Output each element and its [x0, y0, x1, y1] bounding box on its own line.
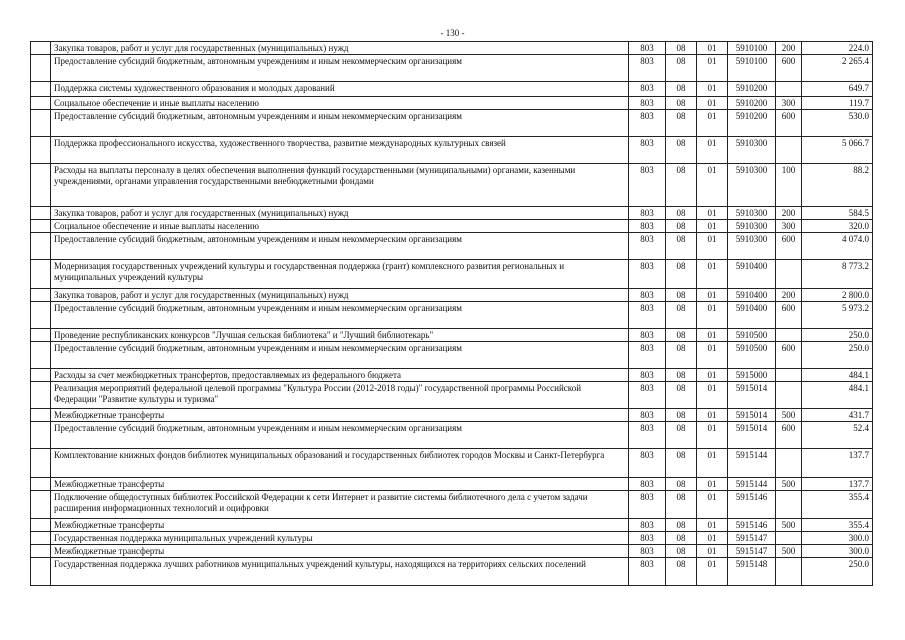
expense-name-cell: Закупка товаров, работ и услуг для государственных (муниципальных) нужд: [51, 289, 629, 302]
amount-cell: 320.0: [802, 220, 873, 233]
amount-cell: 137.7: [802, 449, 873, 478]
expense-type-cell: 600: [776, 422, 802, 449]
empty-cell: [31, 329, 51, 342]
section-code-cell: 08: [666, 369, 697, 382]
expense-name-cell: Государственная поддержка лучших работников муниципальных учреждений культуры, находящихся на территориях сельских поселений: [51, 558, 629, 586]
table-row: [31, 532, 873, 545]
amount-cell: 649.7: [802, 82, 873, 97]
subsection-code-cell: 01: [697, 491, 728, 519]
budget-table: [30, 41, 873, 586]
target-code-cell: 5910200: [728, 97, 776, 110]
empty-cell: [31, 558, 51, 586]
empty-cell: [31, 302, 51, 329]
ministry-code-cell: 803: [629, 164, 666, 207]
amount-cell: 4 074.0: [802, 233, 873, 260]
empty-cell: [31, 289, 51, 302]
amount-cell: 137.7: [802, 478, 873, 491]
target-code-cell: 5910200: [728, 110, 776, 137]
expense-name-cell: Межбюджетные трансферты: [51, 545, 629, 558]
expense-type-cell: [776, 82, 802, 97]
ministry-code-cell: 803: [629, 369, 666, 382]
empty-cell: [31, 409, 51, 422]
section-code-cell: 08: [666, 558, 697, 586]
ministry-code-cell: 803: [629, 491, 666, 519]
amount-cell: 484.1: [802, 382, 873, 409]
expense-name-cell: Расходы за счет межбюджетных трансфертов, предоставляемых из федерального бюджета: [51, 369, 629, 382]
section-code-cell: 08: [666, 342, 697, 369]
target-code-cell: 5915148: [728, 558, 776, 586]
expense-type-cell: 600: [776, 302, 802, 329]
table-row: [31, 55, 873, 82]
ministry-code-cell: 803: [629, 207, 666, 220]
subsection-code-cell: 01: [697, 422, 728, 449]
target-code-cell: 5910100: [728, 55, 776, 82]
table-row: [31, 42, 873, 55]
target-code-cell: 5910500: [728, 342, 776, 369]
subsection-code-cell: 01: [697, 289, 728, 302]
subsection-code-cell: 01: [697, 110, 728, 137]
table-row: [31, 207, 873, 220]
table-row: [31, 302, 873, 329]
empty-cell: [31, 422, 51, 449]
subsection-code-cell: 01: [697, 558, 728, 586]
section-code-cell: 08: [666, 478, 697, 491]
subsection-code-cell: 01: [697, 42, 728, 55]
amount-cell: 300.0: [802, 532, 873, 545]
ministry-code-cell: 803: [629, 260, 666, 289]
ministry-code-cell: 803: [629, 42, 666, 55]
table-row: [31, 382, 873, 409]
expense-name-cell: Проведение республиканских конкурсов "Лучшая сельская библиотека" и "Лучший библиотекарь": [51, 329, 629, 342]
table-row: [31, 110, 873, 137]
expense-type-cell: 300: [776, 220, 802, 233]
amount-cell: 355.4: [802, 519, 873, 532]
expense-name-cell: Комплектование книжных фондов библиотек муниципальных образований и государственных библиотек городов Москвы и Санкт-Петербурга: [51, 449, 629, 478]
subsection-code-cell: 01: [697, 409, 728, 422]
ministry-code-cell: 803: [629, 97, 666, 110]
target-code-cell: 5910300: [728, 164, 776, 207]
empty-cell: [31, 42, 51, 55]
ministry-code-cell: 803: [629, 382, 666, 409]
empty-cell: [31, 137, 51, 164]
subsection-code-cell: 01: [697, 342, 728, 369]
amount-cell: 431.7: [802, 409, 873, 422]
section-code-cell: 08: [666, 220, 697, 233]
table-row: [31, 409, 873, 422]
table-row: [31, 137, 873, 164]
expense-name-cell: Социальное обеспечение и иные выплаты населению: [51, 220, 629, 233]
amount-cell: 8 773.2: [802, 260, 873, 289]
ministry-code-cell: 803: [629, 545, 666, 558]
target-code-cell: 5915000: [728, 369, 776, 382]
ministry-code-cell: 803: [629, 532, 666, 545]
table-row: [31, 260, 873, 289]
target-code-cell: 5915014: [728, 409, 776, 422]
ministry-code-cell: 803: [629, 137, 666, 164]
target-code-cell: 5915014: [728, 422, 776, 449]
page-number: - 130 -: [440, 28, 465, 38]
table-row: [31, 97, 873, 110]
section-code-cell: 08: [666, 110, 697, 137]
subsection-code-cell: 01: [697, 519, 728, 532]
table-row: [31, 519, 873, 532]
section-code-cell: 08: [666, 137, 697, 164]
section-code-cell: 08: [666, 55, 697, 82]
table-row: [31, 164, 873, 207]
empty-cell: [31, 545, 51, 558]
empty-cell: [31, 342, 51, 369]
amount-cell: 52.4: [802, 422, 873, 449]
section-code-cell: 08: [666, 233, 697, 260]
section-code-cell: 08: [666, 519, 697, 532]
empty-cell: [31, 382, 51, 409]
ministry-code-cell: 803: [629, 449, 666, 478]
empty-cell: [31, 55, 51, 82]
expense-type-cell: 300: [776, 97, 802, 110]
table-row: [31, 478, 873, 491]
section-code-cell: 08: [666, 409, 697, 422]
target-code-cell: 5910300: [728, 137, 776, 164]
expense-type-cell: 200: [776, 207, 802, 220]
target-code-cell: 5910300: [728, 233, 776, 260]
section-code-cell: 08: [666, 382, 697, 409]
table-row: [31, 220, 873, 233]
ministry-code-cell: 803: [629, 342, 666, 369]
amount-cell: 88.2: [802, 164, 873, 207]
table-row: [31, 369, 873, 382]
target-code-cell: 5915144: [728, 478, 776, 491]
target-code-cell: 5910300: [728, 207, 776, 220]
section-code-cell: 08: [666, 260, 697, 289]
expense-type-cell: 600: [776, 110, 802, 137]
ministry-code-cell: 803: [629, 519, 666, 532]
ministry-code-cell: 803: [629, 233, 666, 260]
subsection-code-cell: 01: [697, 449, 728, 478]
expense-name-cell: Межбюджетные трансферты: [51, 478, 629, 491]
amount-cell: 2 800.0: [802, 289, 873, 302]
table-row: [31, 545, 873, 558]
expense-name-cell: Межбюджетные трансферты: [51, 519, 629, 532]
amount-cell: 250.0: [802, 342, 873, 369]
subsection-code-cell: 01: [697, 478, 728, 491]
expense-type-cell: 500: [776, 409, 802, 422]
expense-type-cell: 600: [776, 233, 802, 260]
subsection-code-cell: 01: [697, 260, 728, 289]
ministry-code-cell: 803: [629, 220, 666, 233]
table-row: [31, 342, 873, 369]
expense-type-cell: 500: [776, 478, 802, 491]
expense-name-cell: Расходы на выплаты персоналу в целях обеспечения выполнения функций государственными (муниципальными) органами, казенными учреждениями, органами управления государственными внебюджетными фондами: [51, 164, 629, 207]
expense-name-cell: Поддержка профессионального искусства, художественного творчества, развитие международных культурных связей: [51, 137, 629, 164]
section-code-cell: 08: [666, 302, 697, 329]
subsection-code-cell: 01: [697, 82, 728, 97]
subsection-code-cell: 01: [697, 382, 728, 409]
amount-cell: 5 066.7: [802, 137, 873, 164]
table-row: [31, 289, 873, 302]
table-row: [31, 558, 873, 586]
amount-cell: 250.0: [802, 329, 873, 342]
subsection-code-cell: 01: [697, 369, 728, 382]
ministry-code-cell: 803: [629, 422, 666, 449]
expense-type-cell: 200: [776, 289, 802, 302]
empty-cell: [31, 220, 51, 233]
ministry-code-cell: 803: [629, 409, 666, 422]
subsection-code-cell: 01: [697, 545, 728, 558]
expense-type-cell: 200: [776, 42, 802, 55]
subsection-code-cell: 01: [697, 55, 728, 82]
target-code-cell: 5915146: [728, 519, 776, 532]
expense-type-cell: [776, 449, 802, 478]
expense-name-cell: Предоставление субсидий бюджетным, автономным учреждениям и иным некоммерческим организациям: [51, 233, 629, 260]
section-code-cell: 08: [666, 82, 697, 97]
subsection-code-cell: 01: [697, 220, 728, 233]
section-code-cell: 08: [666, 422, 697, 449]
target-code-cell: 5915014: [728, 382, 776, 409]
section-code-cell: 08: [666, 532, 697, 545]
expense-name-cell: Закупка товаров, работ и услуг для государственных (муниципальных) нужд: [51, 207, 629, 220]
expense-type-cell: [776, 382, 802, 409]
amount-cell: 300.0: [802, 545, 873, 558]
empty-cell: [31, 478, 51, 491]
expense-name-cell: Государственная поддержка муниципальных учреждений культуры: [51, 532, 629, 545]
amount-cell: 250.0: [802, 558, 873, 586]
expense-name-cell: Предоставление субсидий бюджетным, автономным учреждениям и иным некоммерческим организациям: [51, 422, 629, 449]
expense-name-cell: Подключение общедоступных библиотек Российской Федерации к сети Интернет и развитие системы библиотечного дела с учетом задачи расширения информационных технологий и оцифровки: [51, 491, 629, 519]
empty-cell: [31, 233, 51, 260]
subsection-code-cell: 01: [697, 302, 728, 329]
expense-type-cell: 600: [776, 55, 802, 82]
ministry-code-cell: 803: [629, 110, 666, 137]
subsection-code-cell: 01: [697, 137, 728, 164]
expense-type-cell: [776, 558, 802, 586]
empty-cell: [31, 97, 51, 110]
target-code-cell: 5910300: [728, 220, 776, 233]
table-row: [31, 233, 873, 260]
subsection-code-cell: 01: [697, 233, 728, 260]
section-code-cell: 08: [666, 491, 697, 519]
expense-name-cell: Реализация мероприятий федеральной целевой программы "Культура России (2012-2018 годы)" государственной программы Российской Федерации "Развитие культуры и туризма": [51, 382, 629, 409]
subsection-code-cell: 01: [697, 207, 728, 220]
empty-cell: [31, 449, 51, 478]
table-row: [31, 491, 873, 519]
table-row: [31, 422, 873, 449]
amount-cell: 5 973.2: [802, 302, 873, 329]
amount-cell: 355.4: [802, 491, 873, 519]
target-code-cell: 5915147: [728, 532, 776, 545]
section-code-cell: 08: [666, 545, 697, 558]
target-code-cell: 5910400: [728, 260, 776, 289]
amount-cell: 530.0: [802, 110, 873, 137]
subsection-code-cell: 01: [697, 164, 728, 207]
expense-name-cell: Поддержка системы художественного образования и молодых дарований: [51, 82, 629, 97]
expense-type-cell: 600: [776, 342, 802, 369]
amount-cell: 2 265.4: [802, 55, 873, 82]
table-row: [31, 449, 873, 478]
target-code-cell: 5910400: [728, 289, 776, 302]
expense-type-cell: [776, 532, 802, 545]
section-code-cell: 08: [666, 207, 697, 220]
section-code-cell: 08: [666, 329, 697, 342]
target-code-cell: 5910400: [728, 302, 776, 329]
expense-type-cell: [776, 260, 802, 289]
target-code-cell: 5910100: [728, 42, 776, 55]
expense-type-cell: [776, 329, 802, 342]
expense-name-cell: Модернизация государственных учреждений культуры и государственная поддержка (грант) комплексного развития региональных и муниципальных учреждений культуры: [51, 260, 629, 289]
expense-name-cell: Предоставление субсидий бюджетным, автономным учреждениям и иным некоммерческим организациям: [51, 342, 629, 369]
empty-cell: [31, 532, 51, 545]
subsection-code-cell: 01: [697, 532, 728, 545]
ministry-code-cell: 803: [629, 478, 666, 491]
amount-cell: 119.7: [802, 97, 873, 110]
target-code-cell: 5910200: [728, 82, 776, 97]
empty-cell: [31, 82, 51, 97]
empty-cell: [31, 369, 51, 382]
section-code-cell: 08: [666, 42, 697, 55]
target-code-cell: 5910500: [728, 329, 776, 342]
expense-type-cell: 500: [776, 545, 802, 558]
table-row: [31, 329, 873, 342]
subsection-code-cell: 01: [697, 97, 728, 110]
expense-type-cell: 500: [776, 519, 802, 532]
expense-name-cell: Предоставление субсидий бюджетным, автономным учреждениям и иным некоммерческим организациям: [51, 302, 629, 329]
expense-type-cell: [776, 137, 802, 164]
table-row: [31, 82, 873, 97]
ministry-code-cell: 803: [629, 558, 666, 586]
empty-cell: [31, 491, 51, 519]
expense-type-cell: [776, 369, 802, 382]
ministry-code-cell: 803: [629, 329, 666, 342]
expense-name-cell: Межбюджетные трансферты: [51, 409, 629, 422]
amount-cell: 584.5: [802, 207, 873, 220]
ministry-code-cell: 803: [629, 55, 666, 82]
section-code-cell: 08: [666, 164, 697, 207]
expense-type-cell: [776, 491, 802, 519]
expense-type-cell: 100: [776, 164, 802, 207]
ministry-code-cell: 803: [629, 289, 666, 302]
section-code-cell: 08: [666, 449, 697, 478]
empty-cell: [31, 260, 51, 289]
target-code-cell: 5915144: [728, 449, 776, 478]
ministry-code-cell: 803: [629, 82, 666, 97]
expense-name-cell: Предоставление субсидий бюджетным, автономным учреждениям и иным некоммерческим организациям: [51, 55, 629, 82]
section-code-cell: 08: [666, 97, 697, 110]
expense-name-cell: Социальное обеспечение и иные выплаты населению: [51, 97, 629, 110]
target-code-cell: 5915146: [728, 491, 776, 519]
amount-cell: 224.0: [802, 42, 873, 55]
ministry-code-cell: 803: [629, 302, 666, 329]
section-code-cell: 08: [666, 289, 697, 302]
empty-cell: [31, 110, 51, 137]
empty-cell: [31, 519, 51, 532]
empty-cell: [31, 207, 51, 220]
empty-cell: [31, 164, 51, 207]
expense-name-cell: Предоставление субсидий бюджетным, автономным учреждениям и иным некоммерческим организациям: [51, 110, 629, 137]
target-code-cell: 5915147: [728, 545, 776, 558]
amount-cell: 484.1: [802, 369, 873, 382]
subsection-code-cell: 01: [697, 329, 728, 342]
expense-name-cell: Закупка товаров, работ и услуг для государственных (муниципальных) нужд: [51, 42, 629, 55]
